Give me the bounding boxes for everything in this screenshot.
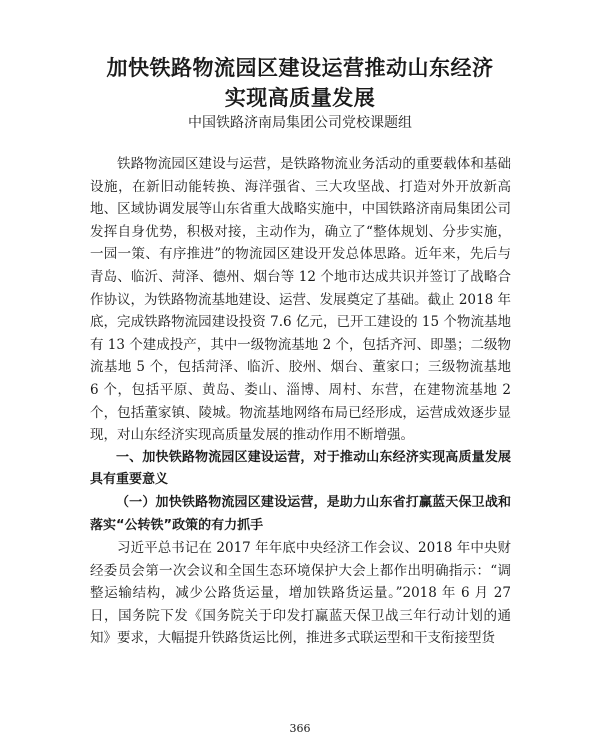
section-heading-1: 一、加快铁路物流园区建设运营，对于推动山东经济实现高质量发展具有重要意义	[90, 449, 511, 488]
body-text	[90, 153, 511, 650]
title-line-2: 实现高质量发展	[224, 86, 376, 110]
subsection-heading-1: （一）加快铁路物流园区建设运营，是助力山东省打赢蓝天保卫战和落实“公转铁”政策的有力抓手	[90, 494, 511, 533]
author-line: 中国铁路济南局集团公司党校课题组	[188, 115, 412, 131]
title-line-1: 加快铁路物流园区建设运营推动山东经济	[106, 56, 494, 80]
page-number: 366	[289, 722, 311, 735]
paragraph-intro: 铁路物流园区建设与运营，是铁路物流业务活动的重要载体和基础设施，在新旧动能转换、海洋强省、三大攻坚战、打造对外开放新高地、区域协调发展等山东省重大战略实施中，中国铁路济南局集团公司发挥自身优势，积极对接，主动作为，确立了“整体规划、分步实施，一园一策、有序推进”的物流园区建设开发总体思路。近年来，先后与青岛、临沂、菏泽、德州、烟台等 12 个地市达成共识并签订了战略合作协议，为铁路物流基地建设、运营、发展奠定了基础。截止 2018 年底，完成铁路物流园建设投资 7.6 亿元，已开工建设的 15 个物流基地有 13 个建成投产，其中一级物流基地 2 个，包括齐河、即墨；二级物流基地 5 个，包括菏泽、临沂、胶州、烟台、董家口；三级物流基地 6 个，包括平原、黄岛、娄山、淄博、周村、东营，在建物流基地 2 个，包括董家镇、陵城。物流基地网络布局已经形成，运营成效逐步显现，对山东经济实现高质量发展的推动作用不断增强。	[90, 156, 511, 444]
paragraph-2: 习近平总书记在 2017 年年底中央经济工作会议、2018 年中央财经委员会第一次会议和全国生态环境保护大会上都作出明确指示：“调整运输结构，减少公路货运量，增加铁路货运量。”2018 年 6 月 27 日，国务院下发《国务院关于印发打赢蓝天保卫战三年行动计划的通知》要求，大幅提升铁路货运比例，推进多式联运型和干支衔接型货	[90, 540, 511, 647]
